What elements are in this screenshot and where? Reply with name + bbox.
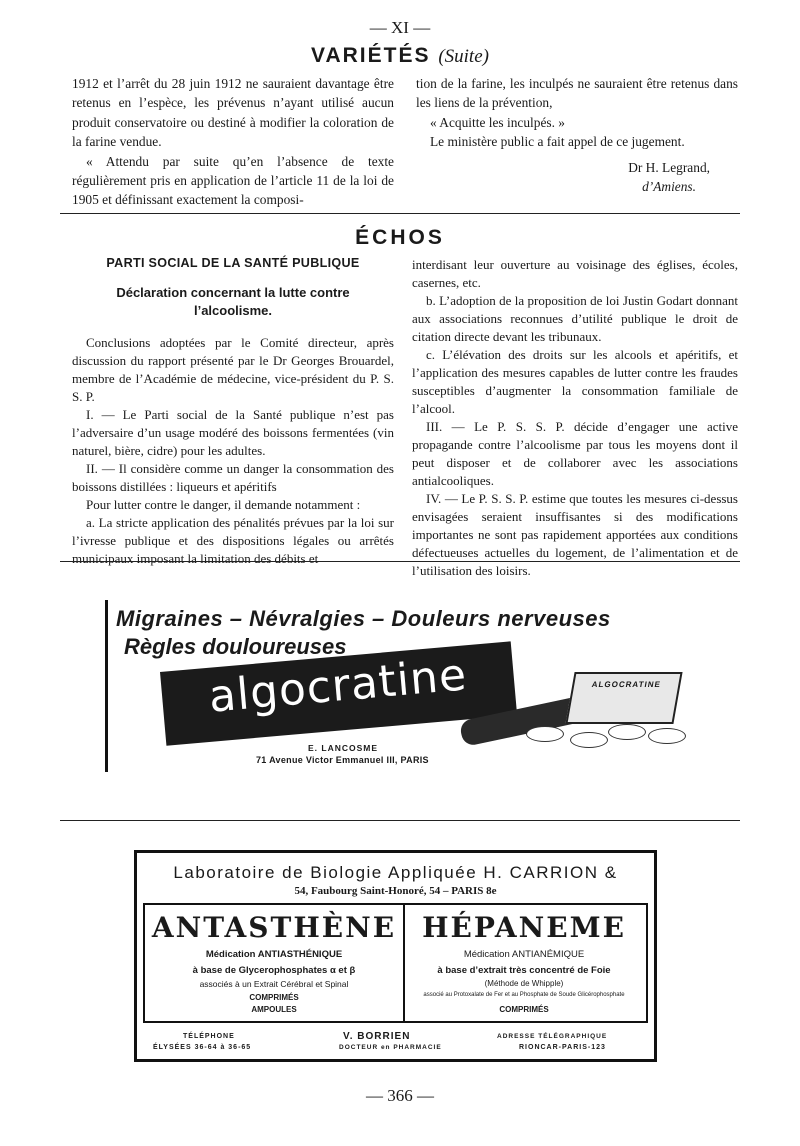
signature-name: Dr H. Legrand, bbox=[628, 159, 710, 175]
product-antasthene-form: AMPOULES bbox=[251, 1005, 297, 1014]
telephone-number: ÉLYSÉES 36-64 à 36-65 bbox=[153, 1044, 252, 1051]
echos-right-column bbox=[412, 256, 738, 580]
ad-headline-1: Migraines – Névralgies – Douleurs nerveuses bbox=[116, 606, 611, 631]
ad-headline-2: Règles douloureuses bbox=[124, 634, 347, 659]
product-antasthene-form: COMPRIMÉS bbox=[249, 993, 299, 1002]
brand-name: algocratine bbox=[206, 649, 469, 723]
carrion-advertisement bbox=[134, 850, 657, 1062]
product-hepaneme-line: (Méthode de Whipple) bbox=[484, 979, 564, 988]
product-hepaneme-name: HÉPANEME bbox=[422, 911, 626, 944]
ad-address: 71 Avenue Victor Emmanuel III, PARIS bbox=[256, 755, 429, 765]
section-title-suffix: (Suite) bbox=[438, 46, 489, 67]
paragraph: I. — Le Parti social de la Santé publique n’est pas l’adversaire d’un usage modéré des boissons fermentées (vin naturel, bière, cidre) pour les adultes. bbox=[72, 407, 394, 458]
paragraph: « Attendu par suite qu’en l’absence de texte régulièrement pris en application de l’article 11 de la loi de 1905 et définissant exactement la composi- bbox=[72, 153, 394, 208]
echos-left-column bbox=[72, 256, 394, 568]
pill-icon bbox=[608, 724, 646, 740]
lab-name: Laboratoire de Biologie Appliquée H. CARRION & bbox=[173, 863, 618, 882]
product-antasthene-line: associés à un Extrait Cérébral et Spinal bbox=[199, 979, 349, 989]
page-number: — 366 — bbox=[366, 1086, 434, 1105]
lab-address: 54, Faubourg Saint-Honoré, 54 – PARIS 8e bbox=[294, 885, 497, 897]
paragraph: 1912 et l’arrêt du 28 juin 1912 ne sauraient davantage être retenus en l’espèce, les prévenus n’ayant utilisé aucun produit conservatoire ou destiné à modifier la coloration de la farine vendue. bbox=[72, 76, 394, 150]
pill-icon bbox=[570, 732, 608, 748]
party-heading: PARTI SOCIAL DE LA SANTÉ PUBLIQUE bbox=[106, 256, 360, 270]
paragraph: II. — Il considère comme un danger la consommation des boissons distillées : liqueurs et apéritifs bbox=[72, 461, 394, 494]
telegraph-address: RIONCAR-PARIS-123 bbox=[519, 1044, 606, 1051]
divider-rule bbox=[60, 561, 740, 562]
varietes-left-column bbox=[72, 74, 394, 210]
ad-maker: E. LANCOSME bbox=[308, 743, 379, 753]
pharmacist-name: V. BORRIEN bbox=[343, 1031, 411, 1042]
product-hepaneme-line: associé au Protoxalate de Fer et au Phosphate de Soude Glicérophosphate bbox=[423, 992, 625, 998]
paragraph: a. La stricte application des pénalités prévues par la loi sur l’ivresse publique et des dispositions légales ou arrêtés municipaux imposant la limitation des débits et bbox=[72, 515, 394, 566]
pill-icon bbox=[526, 726, 564, 742]
divider-rule bbox=[60, 820, 740, 821]
paragraph: III. — Le P. S. S. P. décide d’engager une active propagande contre l’alcoolisme par tous les moyens dont il peut disposer et de collaborer avec les associations antialcooliques. bbox=[412, 419, 738, 488]
section-title-varietes: VARIÉTÉS (Suite) bbox=[311, 44, 489, 67]
telegraph-label: ADRESSE TÉLÉGRAPHIQUE bbox=[497, 1033, 608, 1040]
paragraph: tion de la farine, les inculpés ne sauraient être retenus dans les liens de la prévention, bbox=[416, 76, 738, 111]
paragraph: c. L’élévation des droits sur les alcools et apéritifs, et l’application des mesures capables de lutter contre les fraudes susceptibles d’augmenter la consommation familiale de l’alcool. bbox=[412, 347, 738, 416]
box-label: ALGOCRATINE bbox=[591, 680, 662, 689]
divider-rule bbox=[60, 213, 740, 214]
product-hepaneme-form: COMPRIMÉS bbox=[499, 1005, 549, 1014]
product-hepaneme-line: à base d’extrait très concentré de Foie bbox=[437, 965, 611, 976]
product-hepaneme-sub: Médication ANTIANÉMIQUE bbox=[463, 949, 585, 960]
page-roman-number: — XI — bbox=[369, 18, 431, 37]
product-antasthene-name: ANTASTHÈNE bbox=[151, 911, 397, 944]
varietes-right-column bbox=[416, 74, 738, 196]
paragraph: Le ministère public a fait appel de ce jugement. bbox=[430, 134, 685, 150]
product-antasthene-sub: Médication ANTIASTHÉNIQUE bbox=[205, 949, 343, 960]
product-antasthene-line: à base de Glycerophosphates α et β bbox=[192, 965, 356, 976]
pharmacist-title: DOCTEUR en PHARMACIE bbox=[339, 1044, 442, 1051]
paragraph: b. L’adoption de la proposition de loi Justin Godart donnant aux associations reconnues d’utilité publique le droit de citation directe devant les tribunaux. bbox=[412, 293, 738, 344]
echos-left-text bbox=[72, 334, 394, 568]
ad-footer bbox=[143, 1029, 648, 1057]
section-title-echos: ÉCHOS bbox=[355, 226, 445, 249]
pill-icon bbox=[648, 728, 686, 744]
paragraph: « Acquitte les inculpés. » bbox=[430, 114, 565, 130]
paragraph: IV. — Le P. S. S. P. estime que toutes les mesures ci-dessus envisagées seraient insuffisantes si des modifications importantes ne sont pas rapidement apportées aux conditions défectueuses actuelles du logement, de l’alimentation et de l’utilisation des loisirs. bbox=[412, 491, 738, 578]
product-box-icon bbox=[565, 672, 682, 724]
telephone-label: TÉLÉPHONE bbox=[183, 1033, 235, 1040]
declaration-heading: Déclaration concernant la lutte contre l’alcoolisme. bbox=[116, 285, 350, 318]
signature-place: d’Amiens. bbox=[642, 179, 696, 195]
paragraph: Conclusions adoptées par le Comité directeur, après discussion du rapport présenté par le Dr Georges Brouardel, membre de l’Académie de médecine, vice-président du P. S. S. P. bbox=[72, 335, 394, 404]
algocratine-advertisement bbox=[105, 600, 690, 772]
paragraph: interdisant leur ouverture au voisinage des églises, écoles, casernes, etc. bbox=[412, 257, 738, 290]
products-frame bbox=[143, 903, 648, 1023]
paragraph: Pour lutter contre le danger, il demande notamment : bbox=[86, 497, 361, 512]
